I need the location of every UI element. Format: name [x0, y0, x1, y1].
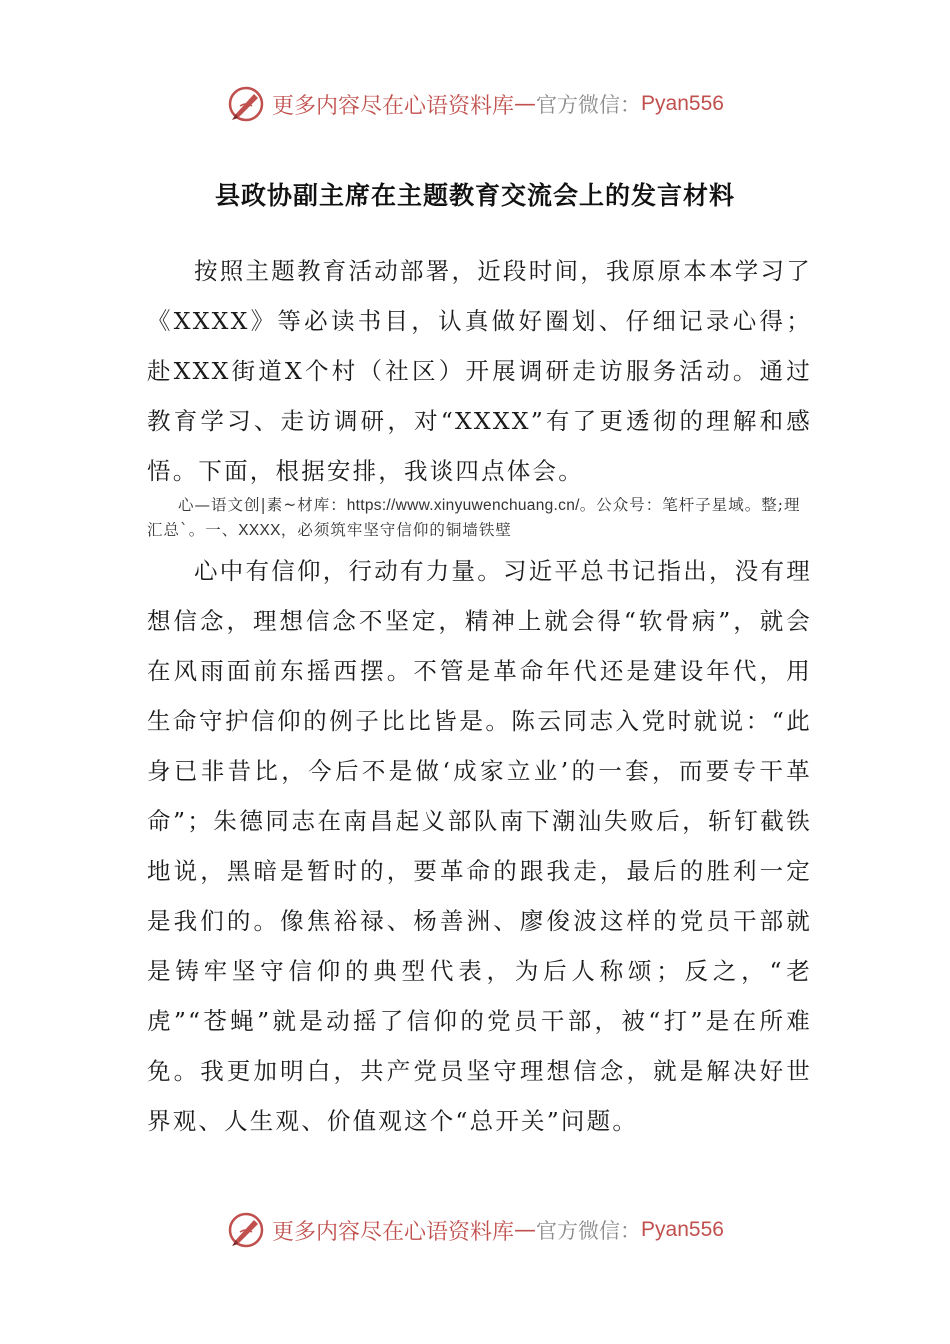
note-url: https://www.xinyuwenchuang.cn/ — [346, 497, 580, 514]
footer-watermark-banner — [0, 1208, 950, 1252]
paragraph-section-one — [147, 546, 812, 1146]
paragraph-section-one-text: 心中有信仰，行动有力量。习近平总书记指出，没有理想信念，理想信念不坚定，精神上就会得“软骨病”，就会在风雨面前东摇西摆。不管是革命年代还是建设年代，用生命守护信仰的例子比比皆是。陈云同志入党时就说：“此身已非昔比，今后不是做‘成家立业’的一套，而要专干革命”；朱德同志在南昌起义部队南下潮汕失败后，斩钉截铁地说，黑暗是暂时的，要革命的跟我走，最后的胜利一定是我们的。像焦裕禄、杨善洲、廖俊波这样的党员干部就是铸牢坚守信仰的典型代表，为后人称颂；反之，“老虎”“苍蝇”就是动摇了信仰的党员干部，被“打”是在所难免。我更加明白，共产党员坚守理想信念，就是解决好世界观、人生观、价值观这个“总开关”问题。 — [147, 557, 812, 1135]
note-heading: ，必须筑牢坚守信仰的铜墙铁壁 — [280, 521, 512, 539]
note-heading-latin: XXXX — [238, 522, 281, 539]
source-note — [147, 493, 812, 543]
banner-main-text: 更多内容尽在心语资料库 — [272, 93, 515, 119]
banner-main-text: 更多内容尽在心语资料库 — [272, 1219, 515, 1245]
header-watermark-banner — [0, 82, 950, 126]
document-title: 县政协副主席在主题教育交流会上的发言材料 — [214, 181, 735, 210]
banner-wechat-id: Pyan556 — [641, 1218, 724, 1241]
banner-dash: — — [514, 91, 537, 117]
banner-dash: — — [514, 1217, 537, 1243]
note-prefix: 心—语文创|素~材库： — [178, 496, 347, 514]
note-middle: 。公众号：笔杆子星域。整;理汇总`。一、 — [147, 496, 801, 539]
paragraph-intro-text: 按照主题教育活动部署，近段时间，我原原本本学习了《XXXX》等必读书目，认真做好圈划、仔细记录心得；赴XXX街道X个村（社区）开展调研走访服务活动。通过教育学习、走访调研，对“XXXX”有了更透彻的理解和感悟。下面，根据安排，我谈四点体会。 — [147, 257, 812, 485]
banner-wechat-label: 官方微信： — [536, 93, 642, 117]
pen-circle-logo-icon — [226, 1210, 266, 1250]
paragraph-intro — [147, 246, 812, 496]
banner-wechat-id: Pyan556 — [641, 92, 724, 115]
pen-circle-logo-icon — [226, 84, 266, 124]
banner-wechat-label: 官方微信： — [536, 1219, 642, 1243]
